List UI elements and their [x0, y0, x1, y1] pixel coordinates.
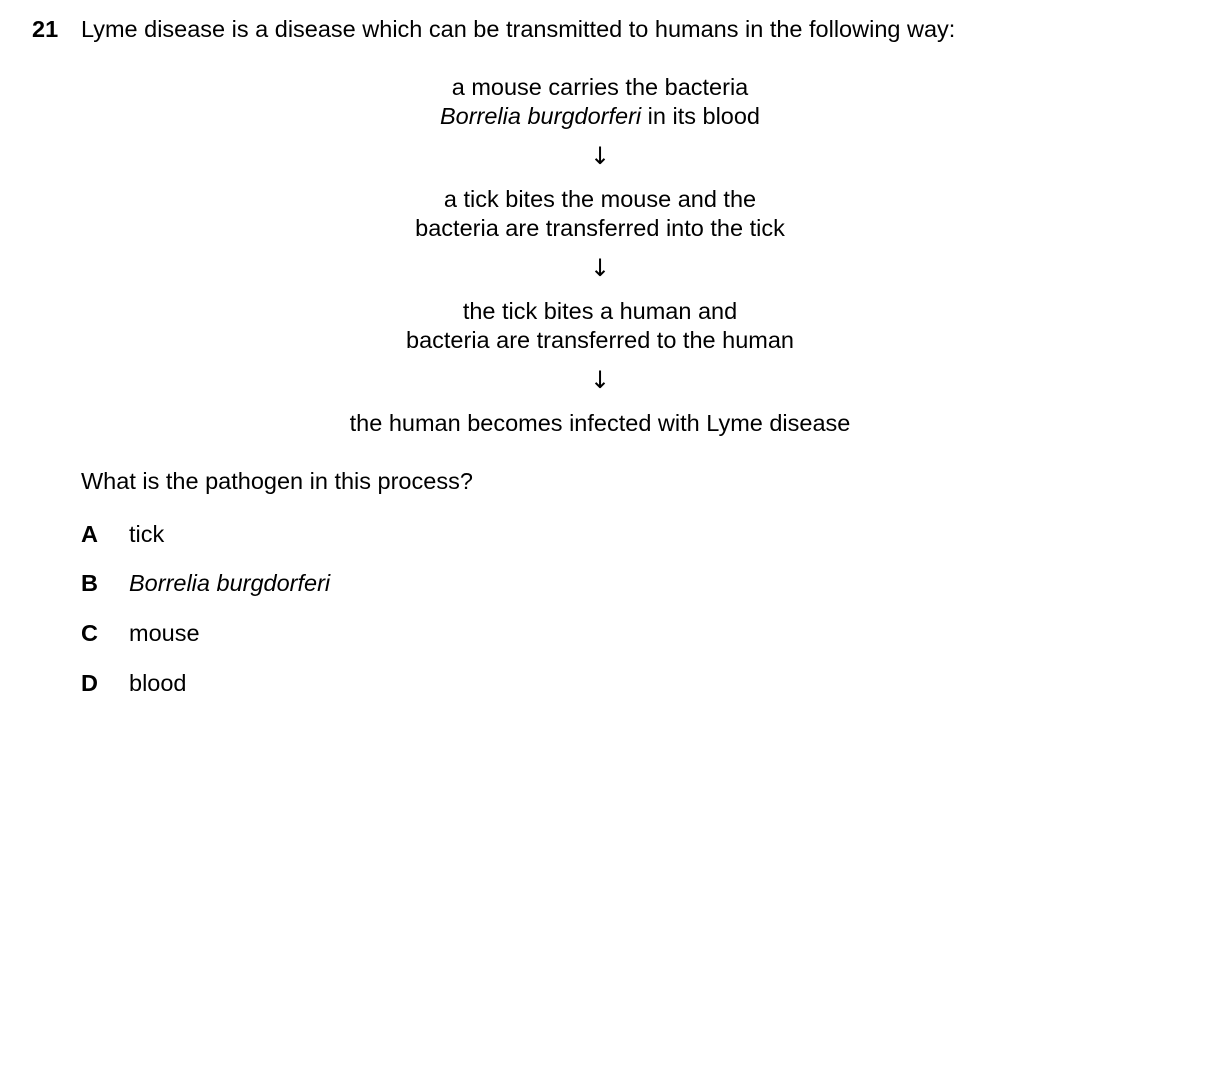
question-number: 21 [32, 16, 59, 42]
flow-step-1 [0, 73, 1200, 131]
question-prompt: What is the pathogen in this process? [81, 468, 473, 494]
bacteria-name: Borrelia burgdorferi [439, 103, 642, 129]
flow-step-3-line-2: bacteria are transferred to the human [406, 327, 794, 353]
option-letter: C [81, 620, 98, 646]
option-c[interactable] [81, 619, 200, 647]
arrow-down-icon: ↓ [589, 254, 611, 282]
flow-step-3 [0, 297, 1200, 355]
flow-step-2-line-1: a tick bites the mouse and the [443, 186, 757, 212]
flow-step-1-line-2 [0, 102, 1200, 131]
arrow-down-icon: ↓ [589, 142, 611, 170]
flow-step-2 [0, 185, 1200, 243]
flow-step-2-line-2: bacteria are transferred into the tick [415, 215, 785, 241]
flow-step-1-line-1: a mouse carries the bacteria [451, 74, 749, 100]
flow-step-3-line-1: the tick bites a human and [462, 298, 738, 324]
flow-step-4 [0, 409, 1200, 438]
flow-step-4-line-1: the human becomes infected with Lyme disease [349, 410, 851, 436]
option-letter: A [81, 521, 98, 547]
option-letter: D [81, 670, 98, 696]
question-stem: Lyme disease is a disease which can be transmitted to humans in the following way: [81, 16, 956, 42]
flow-step-1-line-2-rest: in its blood [641, 103, 761, 129]
arrow-down-icon: ↓ [589, 366, 611, 394]
option-text: Borrelia burgdorferi [129, 570, 331, 596]
option-text: mouse [129, 620, 200, 646]
option-d[interactable] [81, 669, 187, 697]
option-a[interactable] [81, 520, 164, 548]
option-text: tick [129, 521, 165, 547]
option-letter: B [81, 570, 98, 596]
option-text: blood [129, 670, 187, 696]
option-b[interactable] [81, 569, 330, 597]
